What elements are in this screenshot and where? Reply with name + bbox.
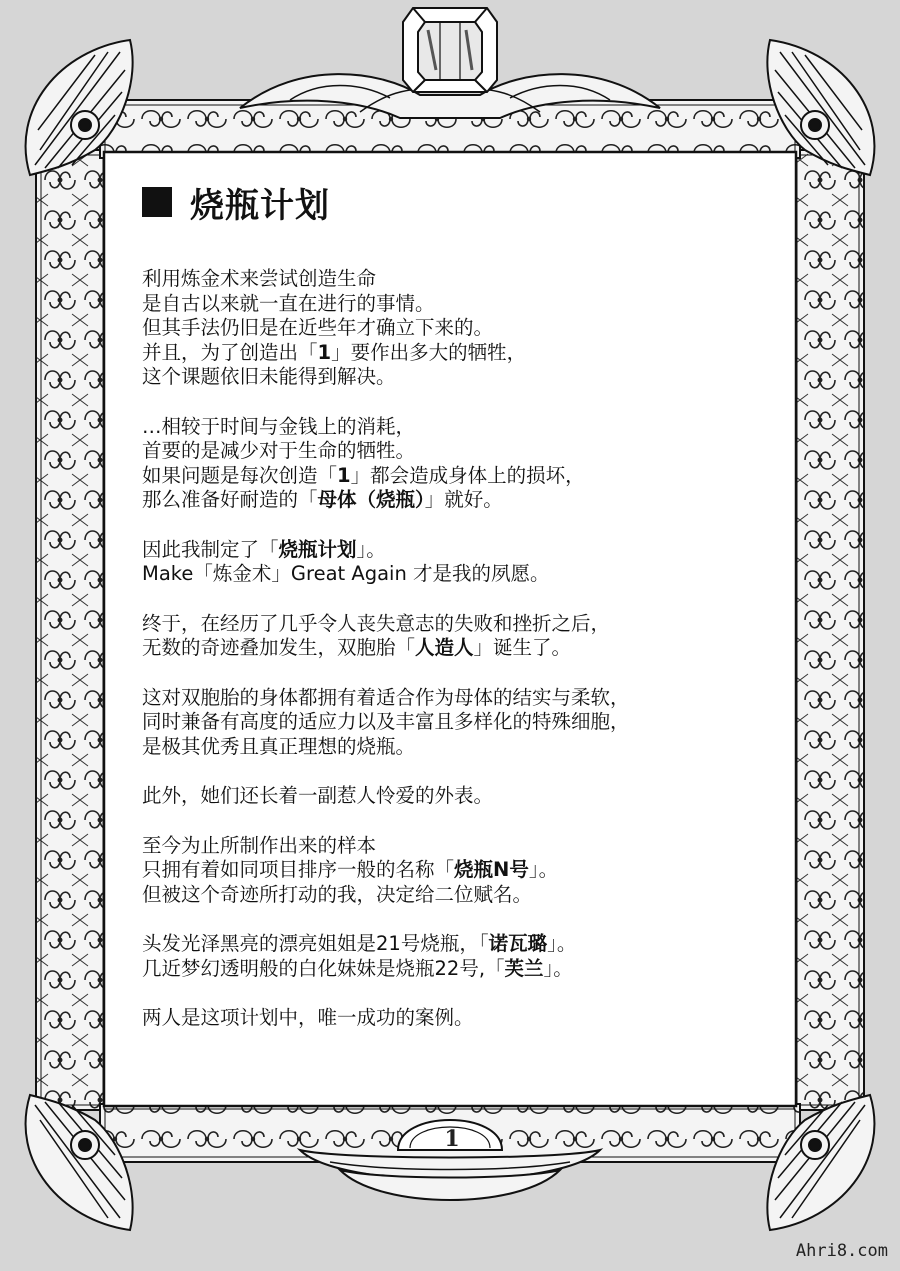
text-line: [142, 538, 782, 563]
paragraph: [142, 1006, 782, 1031]
page-title: 烧瓶计划: [190, 185, 330, 226]
page-number: 1: [444, 1126, 460, 1152]
text-line: [142, 316, 782, 341]
paragraph: [142, 834, 782, 908]
text-line: [142, 858, 782, 883]
text-segment: 首要的是减少对于生命的牺牲。: [142, 439, 416, 462]
text-segment: 几近梦幻透明般的白化妹妹是烧瓶22号,「: [142, 956, 505, 980]
paragraph: [142, 784, 782, 809]
text-line: [142, 784, 782, 809]
paragraph: [142, 612, 782, 661]
gem-icon: [403, 8, 497, 92]
text-segment: 」要作出多大的牺牲，: [331, 340, 527, 364]
text-segment: 此外，她们还长着一副惹人怜爱的外表。: [142, 784, 494, 807]
text-segment: 」。: [528, 858, 559, 881]
paragraph: [142, 538, 782, 587]
text-segment: 头发光泽黑亮的漂亮姐姐是21号烧瓶，「: [142, 932, 489, 955]
text-segment: 终于，在经历了几乎令人丧失意志的失败和挫折之后，: [142, 611, 611, 635]
text-segment: 同时兼备有高度的适应力以及丰富且多样化的特殊细胞，: [142, 710, 630, 733]
paragraph: [142, 932, 782, 981]
emphasis-text: 1: [317, 340, 332, 364]
text-segment: …相较于时间与金钱上的消耗，: [142, 414, 416, 438]
bottom-ornament: [300, 1150, 600, 1200]
text-segment: 无数的奇迹叠加发生，双胞胎「: [142, 636, 416, 659]
text-segment: 是自古以来就一直在进行的事情。: [142, 291, 435, 315]
text-line: [142, 341, 782, 366]
text-segment: 这对双胞胎的身体都拥有着适合作为母体的结实与柔软，: [142, 685, 630, 709]
text-segment: 」。: [543, 956, 573, 980]
emphasis-text: 芙兰: [504, 956, 544, 980]
text-segment: 是极其优秀且真正理想的烧瓶。: [142, 734, 416, 758]
square-bullet-icon: [142, 187, 172, 217]
emphasis-text: 诺瓦璐: [488, 932, 548, 955]
text-segment: 利用炼金术来尝试创造生命: [142, 267, 377, 290]
text-segment: 这个课题依旧未能得到解决。: [142, 365, 396, 388]
paragraph: [142, 686, 782, 760]
text-segment: Make「炼金术」Great Again 才是我的夙愿。: [142, 562, 550, 585]
page-text: [142, 180, 782, 1029]
text-segment: 」诞生了。: [473, 636, 572, 659]
body-paragraphs: [142, 267, 782, 1056]
left-border: [36, 150, 108, 1110]
text-line: [142, 612, 782, 637]
emphasis-text: 母体（烧瓶）: [317, 488, 425, 511]
text-segment: 」。: [356, 537, 386, 561]
emphasis-text: 人造人: [415, 636, 474, 659]
text-line: [142, 267, 782, 292]
text-segment: 但被这个奇迹所打动的我，决定给二位赋名。: [142, 882, 533, 906]
emphasis-text: 烧瓶计划: [278, 537, 357, 561]
text-segment: 」就好。: [424, 488, 503, 511]
text-segment: 如果问题是每次创造「: [142, 463, 338, 487]
text-line: [142, 464, 782, 489]
text-segment: 因此我制定了「: [142, 537, 279, 561]
text-line: [142, 735, 782, 760]
text-segment: 并且，为了创造出「: [142, 340, 318, 364]
text-line: [142, 365, 782, 390]
text-line: [142, 686, 782, 711]
text-line: [142, 439, 782, 464]
text-segment: 至今为止所制作出来的样本: [142, 833, 377, 857]
text-segment: 两人是这项计划中，唯一成功的案例。: [142, 1006, 474, 1029]
right-border: [792, 150, 864, 1110]
text-segment: 」都会造成身体上的损坏，: [350, 463, 585, 487]
text-segment: 只拥有着如同项目排序一般的名称「: [142, 858, 455, 881]
text-segment: 」。: [547, 932, 577, 955]
text-line: [142, 883, 782, 908]
paragraph: [142, 267, 782, 390]
text-line: [142, 834, 782, 859]
emphasis-text: 1: [337, 463, 351, 487]
text-line: [142, 488, 782, 513]
text-line: [142, 292, 782, 317]
watermark: Ahri8.com: [795, 1241, 888, 1261]
text-segment: 但其手法仍旧是在近些年才确立下来的。: [142, 316, 494, 339]
text-line: [142, 932, 782, 957]
paragraph: [142, 415, 782, 513]
text-line: [142, 562, 782, 587]
title-row: [142, 180, 782, 224]
text-line: [142, 636, 782, 661]
text-line: [142, 415, 782, 440]
text-segment: 那么准备好耐造的「: [142, 488, 318, 511]
text-line: [142, 1006, 782, 1031]
emphasis-text: 烧瓶N号: [454, 858, 529, 881]
text-line: [142, 710, 782, 735]
text-line: [142, 957, 782, 982]
